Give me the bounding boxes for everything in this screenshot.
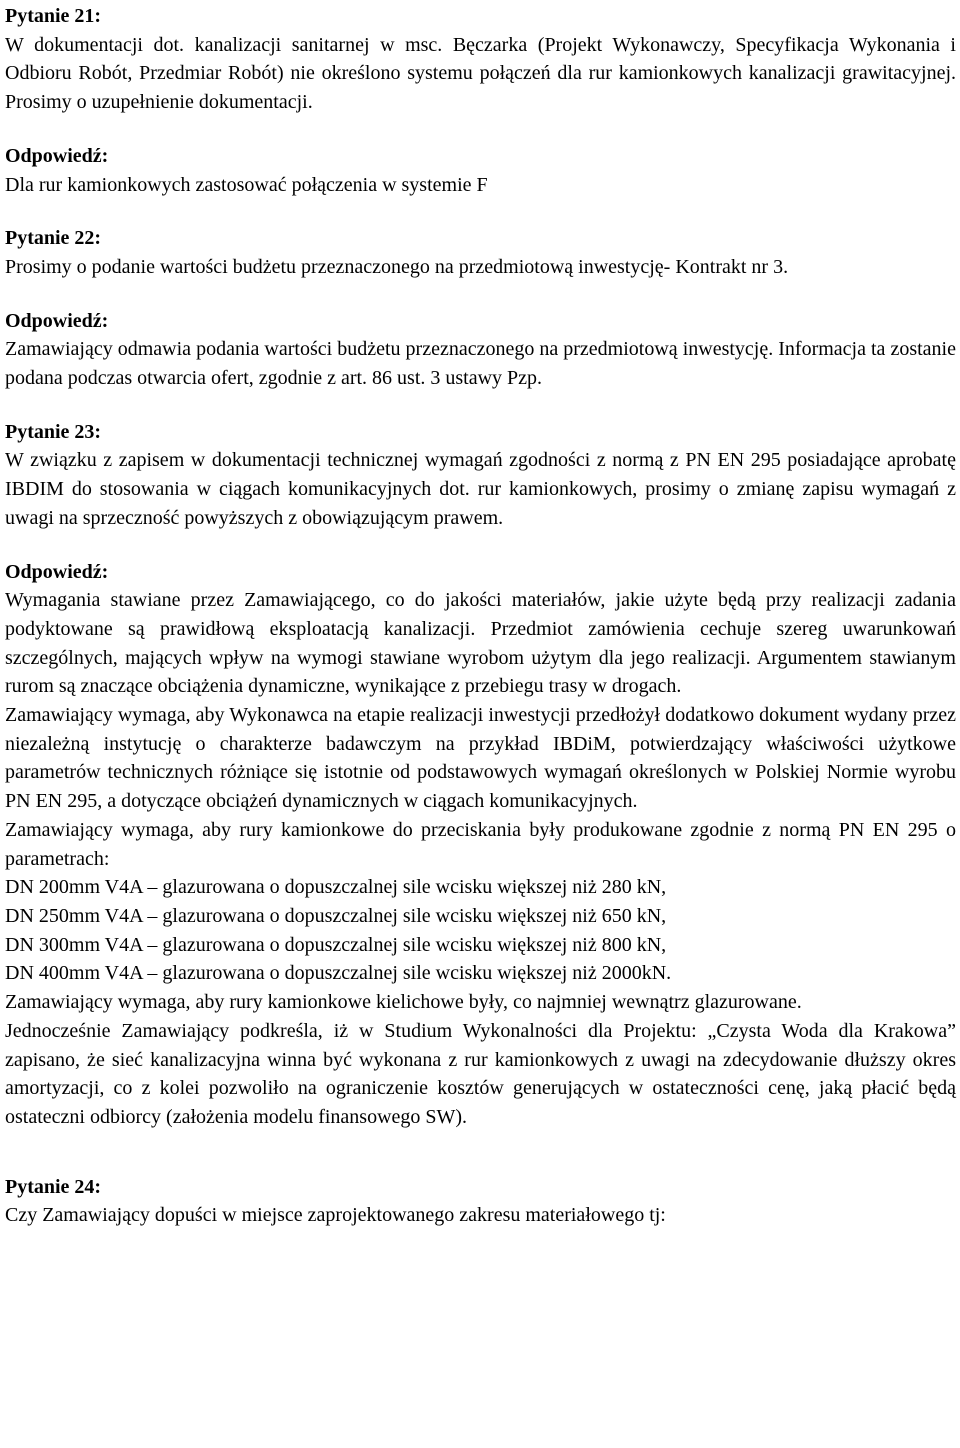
question-21-text: W dokumentacji dot. kanalizacji sanitarnej w msc. Bęczarka (Projekt Wykonawczy, Specyfikacja Wykonania i Odbioru Robót, Przedmiar Robót) nie określono systemu połączeń dla rur kamionkowych kanalizacji grawitacyjnej. Prosimy o uzupełnienie dokumentacji. — [5, 33, 956, 114]
question-21-section — [5, 2, 956, 117]
answer-23-paragraph-1: Wymagania stawiane przez Zamawiającego, co do jakości materiałów, jakie użyte będą przy realizacji zadania podyktowane są prawidłową eksploatacją kanalizacji. Przedmiot zamówienia cechuje szereg uwarunkowań szczególnych, mających wpływ na wymogi stawiane wyrobom użytym dla jego realizacji. Argumentem stawianym rurom są znaczące obciążenia dynamiczne, wynikające z przebiegu trasy w drogach. — [5, 589, 956, 698]
answer-21-section — [5, 142, 956, 199]
question-24-heading: Pytanie 24: — [5, 1175, 102, 1198]
answer-22-text: Zamawiający odmawia podania wartości budżetu przeznaczonego na przedmiotową inwestycję. Informacja ta zostanie podana podczas otwarcia ofert, zgodnie z art. 86 ust. 3 ustawy Pzp. — [5, 338, 956, 390]
answer-23-heading: Odpowiedź: — [5, 560, 109, 583]
document-page — [5, 2, 956, 1230]
answer-22-heading: Odpowiedź: — [5, 309, 109, 332]
answer-23-paragraph-5: Jednocześnie Zamawiający podkreśla, iż w Studium Wykonalności dla Projektu: „Czysta Woda dla Krakowa” zapisano, że sieć kanalizacyjna winna być wykonana z rur kamionkowych z uwagi na zdecydowanie dłuższy okres amortyzacji, co z kolei pozwoliło na ograniczenie kosztów generujących w ostateczności cenę, jaką płacić będą ostateczni odbiorcy (założenia modelu finansowego SW). — [5, 1019, 956, 1128]
question-22-section — [5, 224, 956, 281]
question-21-heading: Pytanie 21: — [5, 5, 102, 27]
question-24-section — [5, 1173, 956, 1230]
answer-23-paragraph-3: Zamawiający wymaga, aby rury kamionkowe do przeciskania były produkowane zgodnie z normą PN EN 295 o parametrach: — [5, 818, 956, 870]
question-22-heading: Pytanie 22: — [5, 227, 102, 250]
answer-21-heading: Odpowiedź: — [5, 144, 109, 167]
question-22-text: Prosimy o podanie wartości budżetu przeznaczonego na przedmiotową inwestycję- Kontrakt nr 3. — [5, 255, 789, 278]
spec-line-dn400: DN 400mm V4A – glazurowana o dopuszczalnej sile wcisku większej niż 2000kN. — [5, 962, 672, 985]
spec-line-dn300: DN 300mm V4A – glazurowana o dopuszczalnej sile wcisku większej niż 800 kN, — [5, 933, 667, 956]
spec-line-dn250: DN 250mm V4A – glazurowana o dopuszczalnej sile wcisku większej niż 650 kN, — [5, 904, 667, 927]
spec-line-dn200: DN 200mm V4A – glazurowana o dopuszczalnej sile wcisku większej niż 280 kN, — [5, 876, 667, 899]
answer-21-text: Dla rur kamionkowych zastosować połączenia w systemie F — [5, 173, 488, 196]
answer-23-section — [5, 558, 956, 1132]
answer-22-section — [5, 307, 956, 393]
question-23-section — [5, 418, 956, 533]
question-23-heading: Pytanie 23: — [5, 420, 102, 443]
answer-23-paragraph-4: Zamawiający wymaga, aby rury kamionkowe kielichowe były, co najmniej wewnątrz glazurowane. — [5, 991, 802, 1014]
answer-23-paragraph-2: Zamawiający wymaga, aby Wykonawca na etapie realizacji inwestycji przedłożył dodatkowo dokument wydany przez niezależną instytucję o charakterze badawczym na przykład IBDiM, potwierdzający właściwości użytkowe parametrów technicznych różniące się istotnie od podstawowych wymagań określonych w Polskiej Normie wyrobu PN EN 295, a dotyczące obciążeń dynamicznych w ciągach komunikacyjnych. — [5, 704, 956, 813]
question-24-text: Czy Zamawiający dopuści w miejsce zaprojektowanego zakresu materiałowego tj: — [5, 1204, 666, 1227]
question-23-text: W związku z zapisem w dokumentacji technicznej wymagań zgodności z normą z PN EN 295 posiadające aprobatę IBDIM do stosowania w ciągach komunikacyjnych dot. rur kamionkowych, prosimy o zmianę zapisu wymagań z uwagi na sprzeczność powyższych z obowiązującym prawem. — [5, 449, 956, 529]
